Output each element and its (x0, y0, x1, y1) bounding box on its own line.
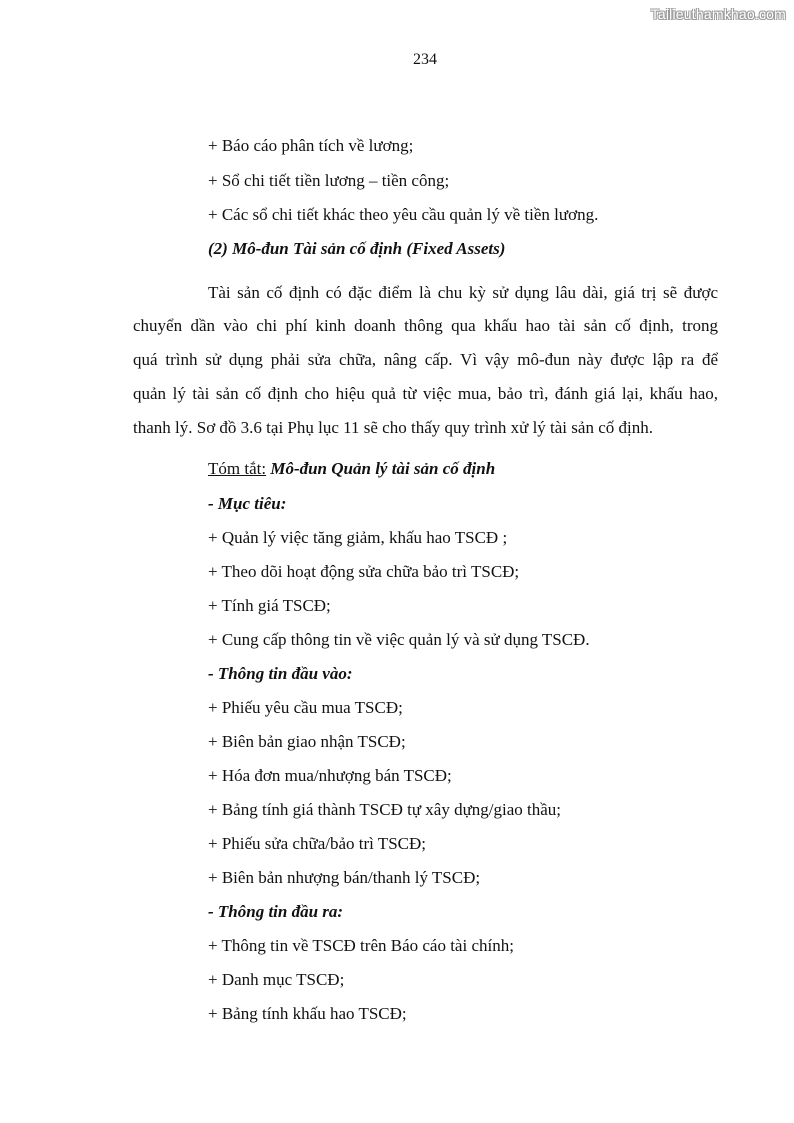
input-item: + Phiếu sửa chữa/bảo trì TSCĐ; (208, 834, 426, 853)
section-heading: (2) Mô-đun Tài sản cố định (Fixed Assets) (208, 239, 506, 258)
objectives-heading: - Mục tiêu: (208, 494, 287, 513)
input-item: + Biên bản giao nhận TSCĐ; (208, 732, 406, 751)
output-item: + Danh mục TSCĐ; (208, 970, 345, 989)
objective-item: + Theo dõi hoạt động sửa chữa bảo trì TSCĐ; (208, 562, 520, 581)
bullet-salary-detail-ledger: + Sổ chi tiết tiền lương – tiền công; (208, 171, 450, 190)
input-item: + Hóa đơn mua/nhượng bán TSCĐ; (208, 766, 452, 785)
input-item: + Bảng tính giá thành TSCĐ tự xây dựng/giao thầu; (208, 800, 562, 819)
objective-item: + Tính giá TSCĐ; (208, 596, 331, 615)
output-item: + Thông tin về TSCĐ trên Báo cáo tài chính; (208, 936, 514, 955)
input-item: + Biên bản nhượng bán/thanh lý TSCĐ; (208, 868, 481, 887)
objective-item: + Cung cấp thông tin về việc quản lý và sử dụng TSCĐ. (208, 630, 590, 649)
inputs-heading: - Thông tin đầu vào: (208, 664, 353, 683)
summary-title: Mô-đun Quản lý tài sản cố định (266, 459, 496, 478)
paragraph-line: quản lý tài sản cố định cho hiệu quả từ việc mua, bảo trì, đánh giá lại, khấu hao, (133, 384, 718, 403)
page-number: 234 (413, 51, 437, 68)
output-item: + Bảng tính khấu hao TSCĐ; (208, 1004, 407, 1023)
bullet-salary-analysis-report: + Báo cáo phân tích về lương; (208, 136, 414, 155)
bullet-other-detail-ledgers: + Các sổ chi tiết khác theo yêu cầu quản lý về tiền lương. (208, 205, 599, 224)
site-watermark: Tailieuthamkhao.com (650, 6, 786, 22)
paragraph-line: Tài sản cố định có đặc điểm là chu kỳ sử dụng lâu dài, giá trị sẽ được (208, 283, 718, 302)
outputs-heading: - Thông tin đầu ra: (208, 902, 344, 921)
paragraph-line-last: thanh lý. Sơ đồ 3.6 tại Phụ lục 11 sẽ cho thấy quy trình xử lý tài sản cố định. (133, 418, 653, 437)
summary-line (208, 459, 495, 479)
paragraph-line: quá trình sử dụng phải sửa chữa, nâng cấp. Vì vậy mô-đun này được lập ra để (133, 350, 718, 369)
paragraph-line: chuyển dần vào chi phí kinh doanh thông qua khấu hao tài sản cố định, trong (133, 316, 718, 335)
summary-label: Tóm tắt: (208, 459, 267, 478)
input-item: + Phiếu yêu cầu mua TSCĐ; (208, 698, 403, 717)
objective-item: + Quản lý việc tăng giảm, khấu hao TSCĐ ; (208, 528, 508, 547)
